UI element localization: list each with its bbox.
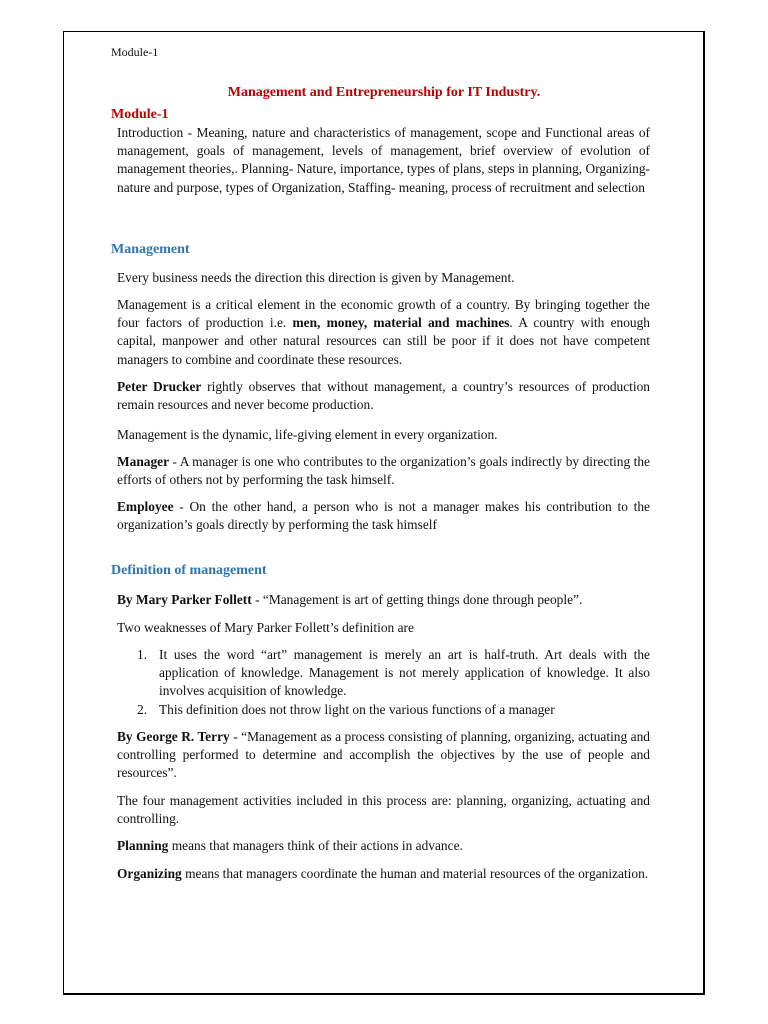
paragraph: Planning means that managers think of their actions in advance.: [117, 838, 463, 853]
document-title: Management and Entrepreneurship for IT Industry.: [227, 85, 541, 100]
paragraph: Manager - A manager is one who contributes to the organization’s goals indirectly by directing the efforts of others not by performing the task himself.: [117, 454, 650, 488]
weakness-list: [117, 646, 650, 719]
list-item: 2. This definition does not throw light on the various functions of a manager: [137, 701, 555, 717]
paragraph: The four management activities included in this process are: planning, organizing, actuating and controlling.: [117, 793, 650, 827]
page-header: Module-1: [111, 45, 159, 59]
list-item: 1. It uses the word “art” management is merely an art is half-truth. Art deals with the application of knowledge. Management is not merely application of knowledge. It also involves acquisition of knowledge.: [137, 647, 650, 699]
module-heading: Module-1: [111, 107, 169, 122]
paragraph: Peter Drucker rightly observes that without management, a country’s resources of production remain resources and never become production.: [117, 379, 650, 413]
syllabus-intro: Introduction - Meaning, nature and characteristics of management, scope and Functional areas of management, goals of management, levels of management, brief overview of evolution of management theories,. Planning- Nature, importance, types of plans, steps in planning, Organizing- nature and purpose, types of Organization, Staffing- meaning, process of recruitment and selection: [117, 125, 650, 195]
paragraph: Management is the dynamic, life-giving element in every organization.: [117, 427, 498, 442]
paragraph: Organizing means that managers coordinate the human and material resources of the organization.: [117, 866, 649, 881]
section-heading-management: Management: [111, 242, 190, 257]
paragraph: Every business needs the direction this direction is given by Management.: [117, 270, 515, 285]
paragraph: By George R. Terry - “Management as a process consisting of planning, organizing, actuating and controlling performed to determine and accomplish the objectives by the use of people and resources”.: [117, 729, 651, 781]
paragraph: By Mary Parker Follett - “Management is art of getting things done through people”.: [117, 592, 583, 607]
paragraph: Employee - On the other hand, a person who is not a manager makes his contribution to the organization’s goals directly by performing the task himself: [117, 499, 650, 533]
section-heading-definition: Definition of management: [111, 563, 267, 578]
paragraph: Two weaknesses of Mary Parker Follett’s definition are: [117, 620, 414, 635]
paragraph: Management is a critical element in the economic growth of a country. By bringing together the four factors of production i.e. men, money, material and machines. A country with enough capital, manpower and other natural resources can still be poor if it does not have competent managers to combine and coordinate these resources.: [117, 297, 651, 367]
